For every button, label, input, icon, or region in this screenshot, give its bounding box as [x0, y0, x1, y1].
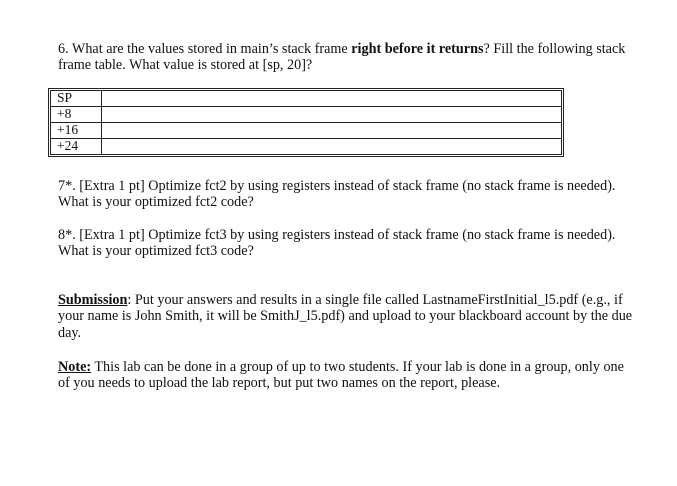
- question-8: 8*. [Extra 1 pt] Optimize fct3 by using registers instead of stack frame (no stack frame is needed). What is your optimized fct3 code?: [58, 227, 616, 260]
- question-6-suffix: ? Fill the following stack frame table. What value is stored at [sp, 20]?: [58, 41, 626, 74]
- stack-value-cell: [102, 91, 562, 107]
- stack-value-cell: [102, 139, 562, 155]
- stack-value-cell: [102, 123, 562, 139]
- table-row: [51, 107, 562, 123]
- question-6-prefix: 6. What are the values stored in main’s stack frame: [58, 41, 352, 57]
- submission-label: Submission: [58, 292, 128, 308]
- submission-instructions: [58, 292, 638, 341]
- stack-value-cell: [102, 107, 562, 123]
- submission-text: : Put your answers and results in a single file called LastnameFirstInitial_l5.pdf (e.g., if your name is John Smith, it will be SmithJ_l5.pdf) and upload to your blackboard account by the due day.: [58, 292, 633, 341]
- question-6: [58, 41, 638, 74]
- note-label: Note:: [58, 359, 92, 375]
- note-text: This lab can be done in a group of up to two students. If your lab is done in a group, only one of you needs to upload the lab report, but put two names on the report, please.: [58, 359, 624, 392]
- table-row: [51, 139, 562, 155]
- table-row: [51, 91, 562, 107]
- stack-offset-label: +8: [51, 107, 102, 123]
- stack-offset-label: SP: [51, 91, 102, 107]
- question-6-bold-phrase: right before it returns: [351, 41, 484, 57]
- stack-offset-label: +16: [51, 123, 102, 139]
- stack-frame-table: [50, 90, 562, 155]
- group-note: [58, 359, 638, 392]
- question-7: 7*. [Extra 1 pt] Optimize fct2 by using registers instead of stack frame (no stack frame is needed). What is your optimized fct2 code?: [58, 178, 616, 211]
- stack-offset-label: +24: [51, 139, 102, 155]
- table-row: [51, 123, 562, 139]
